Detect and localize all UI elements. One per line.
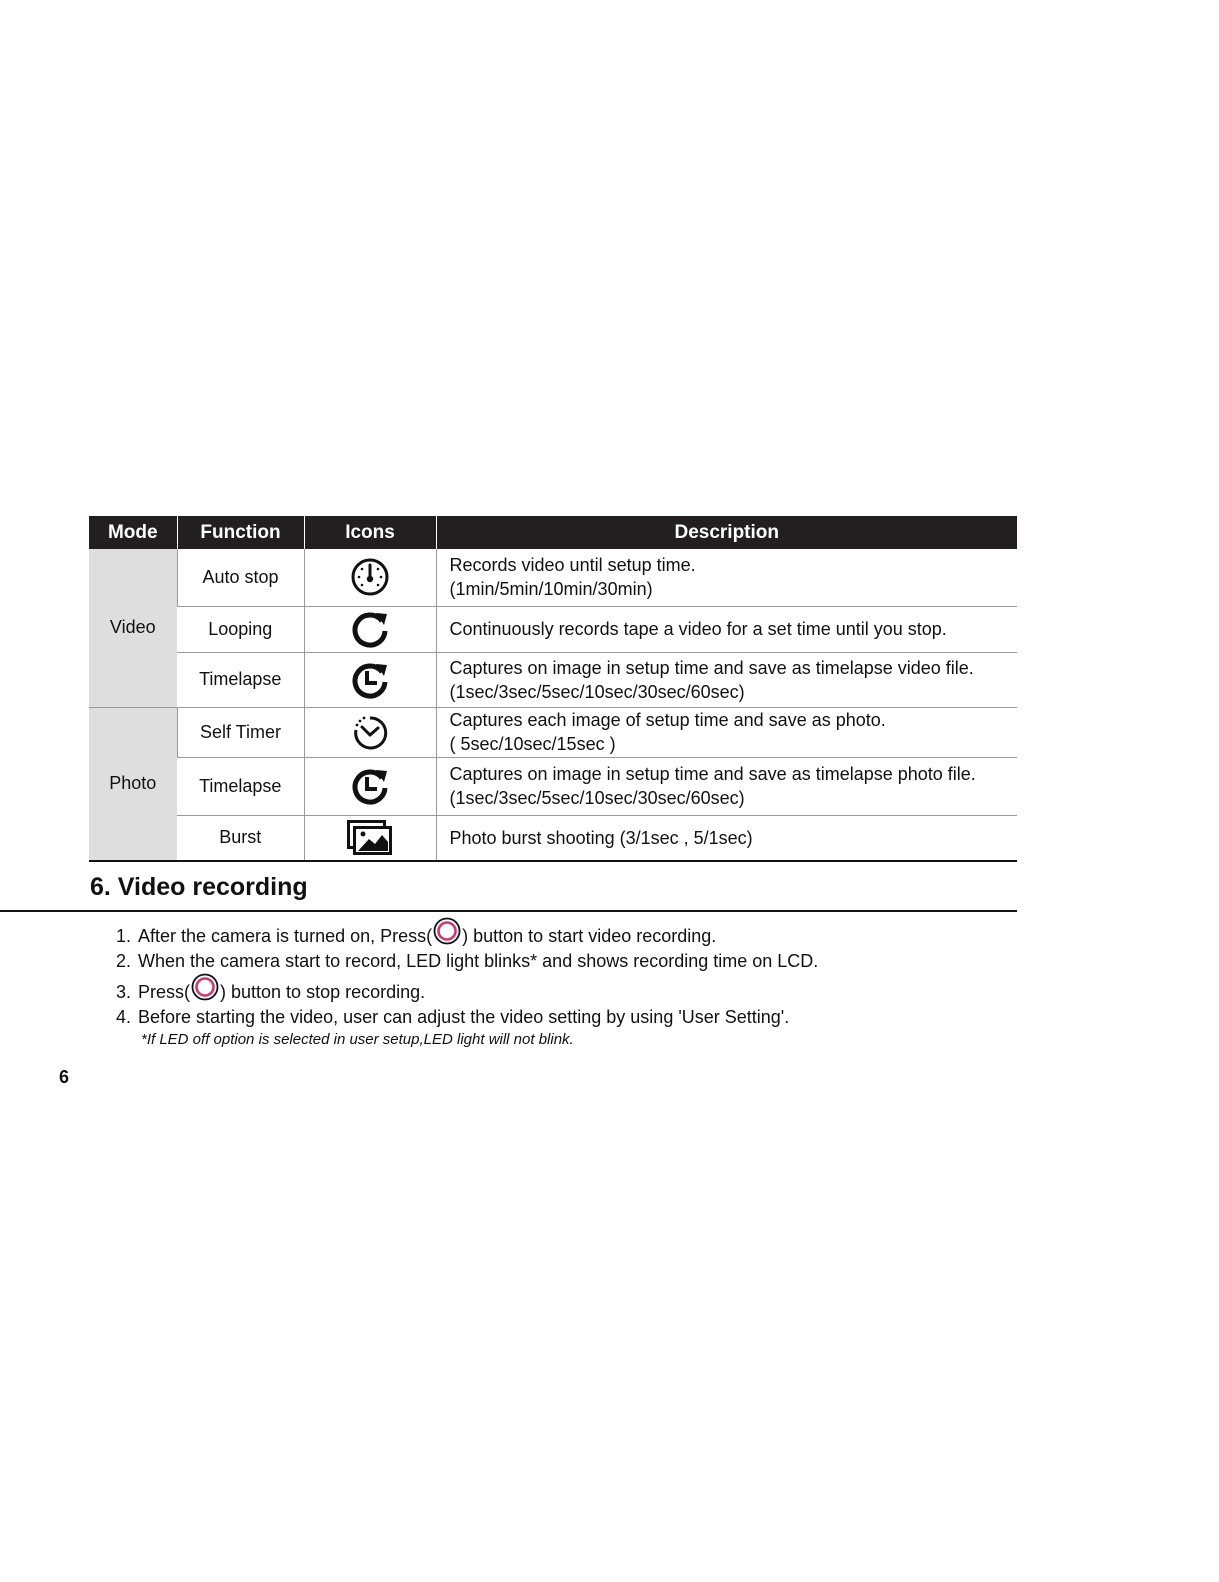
timelapse-icon: [304, 652, 436, 707]
step-text: ) button to stop recording.: [220, 981, 426, 1002]
section-title: 6. Video recording: [90, 873, 308, 901]
header-description: Description: [436, 516, 1017, 549]
step-number: 1.: [116, 925, 132, 946]
description-cell: [436, 652, 1017, 707]
step-text: ) button to start video recording.: [462, 925, 717, 946]
burst-photos-icon: [304, 815, 436, 861]
description-cell: [436, 606, 1017, 652]
step-text: When the camera start to record, LED light blinks* and shows recording time on LCD.: [138, 951, 819, 971]
section-divider: [0, 910, 1017, 912]
table-row: [89, 606, 1017, 652]
function-looping: Looping: [177, 606, 304, 652]
mode-function-table: [89, 516, 1017, 862]
table-row: [89, 757, 1017, 815]
description-line: (1min/5min/10min/30min): [449, 579, 653, 600]
table-header-row: [89, 516, 1017, 549]
steps-list: [116, 919, 996, 1031]
list-item: [116, 947, 996, 975]
stopwatch-icon: [304, 549, 436, 606]
self-timer-icon: [304, 707, 436, 757]
header-mode: Mode: [89, 516, 177, 549]
list-item: [116, 919, 996, 947]
description-cell: [436, 815, 1017, 861]
header-function: Function: [177, 516, 304, 549]
function-photo-timelapse: Timelapse: [177, 757, 304, 815]
function-auto-stop: Auto stop: [177, 549, 304, 606]
function-burst: Burst: [177, 815, 304, 861]
description-cell: [436, 757, 1017, 815]
description-line: Captures on image in setup time and save as timelapse photo file.: [449, 764, 976, 784]
description-cell: [436, 707, 1017, 757]
table-row: [89, 707, 1017, 757]
description-line: Photo burst shooting (3/1sec , 5/1sec): [449, 827, 753, 848]
step-text: After the camera is turned on, Press(: [138, 925, 433, 946]
step-number: 2.: [116, 951, 132, 971]
list-item: [116, 1003, 996, 1031]
record-button-icon: [433, 917, 461, 953]
table-row: [89, 549, 1017, 606]
step-number: 3.: [116, 981, 132, 1002]
description-cell: [436, 549, 1017, 606]
header-icons: Icons: [304, 516, 436, 549]
timelapse-icon: [304, 757, 436, 815]
description-line: (1sec/3sec/5sec/10sec/30sec/60sec): [449, 681, 745, 702]
table-row: [89, 815, 1017, 861]
footnote: *If LED off option is selected in user setup,LED light will not blink.: [141, 1031, 574, 1048]
record-button-icon: [191, 973, 219, 1009]
step-number: 4.: [116, 1007, 132, 1027]
table-row: [89, 652, 1017, 707]
mode-video: Video: [89, 549, 177, 707]
function-self-timer: Self Timer: [177, 707, 304, 757]
description-line: Captures on image in setup time and save as timelapse video file.: [449, 657, 974, 678]
step-text: Before starting the video, user can adjust the video setting by using 'User Setting'.: [138, 1007, 790, 1027]
description-line: Records video until setup time.: [449, 555, 696, 576]
step-text: Press(: [138, 981, 191, 1002]
list-item: [116, 975, 996, 1003]
function-timelapse: Timelapse: [177, 652, 304, 707]
description-line: Captures each image of setup time and save as photo.: [449, 710, 886, 730]
description-line: (1sec/3sec/5sec/10sec/30sec/60sec): [449, 788, 745, 808]
loop-arrow-icon: [304, 606, 436, 652]
description-line: ( 5sec/10sec/15sec ): [449, 734, 616, 754]
page-number: 6: [59, 1067, 70, 1087]
mode-photo: Photo: [89, 707, 177, 861]
description-line: Continuously records tape a video for a set time until you stop.: [449, 619, 947, 639]
